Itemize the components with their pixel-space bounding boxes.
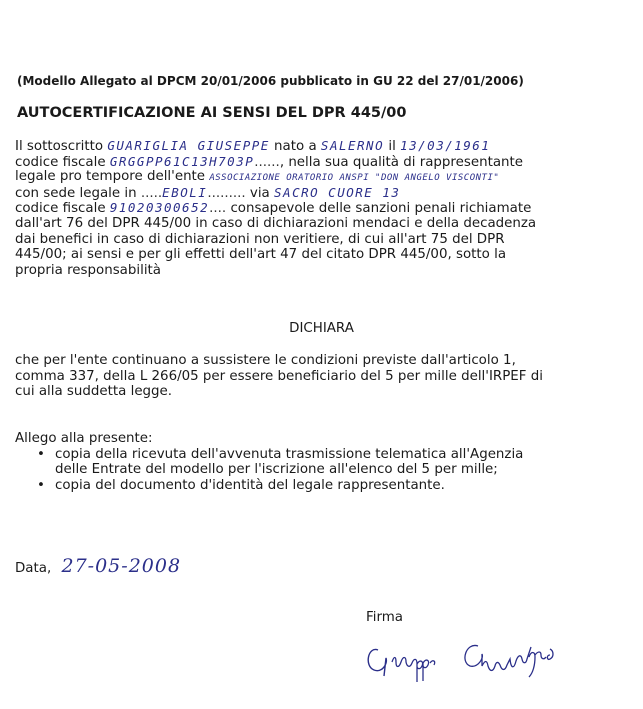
intro-line-9: propria responsabilità bbox=[15, 262, 161, 278]
intro-line-8: 445/00; ai sensi e per gli effetti dell'art 47 del citato DPR 445/00, sotto la bbox=[15, 247, 507, 263]
list-item bbox=[37, 446, 629, 478]
intro-text: nato a bbox=[274, 139, 317, 154]
header-note: (Modello Allegato al DPCM 20/01/2006 pubblicato in GU 22 del 27/01/2006) bbox=[17, 74, 524, 88]
dots: ..... bbox=[140, 185, 163, 201]
attachments-section bbox=[15, 431, 629, 493]
date-label: Data, bbox=[15, 561, 52, 576]
attachments-intro: Allego alla presente: bbox=[15, 431, 153, 446]
intro-text: legale pro tempore dell'ente bbox=[15, 169, 206, 185]
intro-line-6: dall'art 76 del DPR 445/00 in caso di dichiarazioni mendaci e della decadenza bbox=[15, 215, 537, 231]
intro-text: consapevole delle sanzioni penali richiamate bbox=[230, 201, 532, 217]
handwritten-entity: ASSOCIAZIONE ORATORIO ANSPI "DON ANGELO VISCONTI" bbox=[209, 173, 500, 184]
date-row bbox=[15, 555, 181, 577]
intro-line-4 bbox=[15, 185, 629, 201]
bullet-icon: • bbox=[37, 477, 45, 493]
intro-text: codice fiscale bbox=[15, 154, 106, 170]
attachment-1-line-1: copia della ricevuta dell'avvenuta trasmissione telematica all'Agenzia bbox=[55, 446, 524, 462]
intro-text: via bbox=[249, 185, 270, 201]
intro-line-2 bbox=[15, 154, 629, 170]
declaration-line-3: cui alla suddetta legge. bbox=[15, 384, 173, 400]
document-title: AUTOCERTIFICAZIONE AI SENSI DEL DPR 445/00 bbox=[17, 105, 407, 121]
intro-line-3 bbox=[15, 169, 629, 185]
declaration-paragraph bbox=[15, 353, 629, 400]
handwritten-birthdate: 13/03/1961 bbox=[400, 138, 491, 153]
attachments-list bbox=[15, 447, 629, 494]
intro-text: con sede legale in bbox=[15, 185, 137, 201]
intro-paragraph bbox=[15, 138, 629, 278]
dichiara-heading: DICHIARA bbox=[289, 321, 354, 336]
handwritten-name: GUARIGLIA GIUSEPPE bbox=[107, 138, 270, 153]
dots: .... bbox=[209, 201, 227, 217]
handwritten-street: SACRO CUORE 13 bbox=[274, 184, 401, 200]
list-item bbox=[37, 477, 629, 494]
bullet-icon: • bbox=[37, 446, 45, 462]
declaration-line-1: che per l'ente continuano a sussistere le condizioni previste dall'articolo 1, bbox=[15, 353, 516, 368]
intro-text: , nella sua qualità di rappresentante bbox=[279, 154, 523, 170]
handwritten-tax-code: GRGGPP61C13H703P bbox=[109, 153, 255, 169]
attachment-1-line-2: delle Entrate del modello per l'iscrizione all'elenco del 5 per mille; bbox=[55, 462, 498, 478]
dots: ...... bbox=[254, 154, 280, 170]
intro-text: codice fiscale bbox=[15, 201, 106, 217]
intro-line-5 bbox=[15, 200, 629, 216]
handwritten-date: 27-05-2008 bbox=[61, 555, 182, 577]
handwritten-signature bbox=[360, 628, 590, 688]
handwritten-birthplace: SALERNO bbox=[320, 138, 385, 153]
declaration-line-2: comma 337, della L 266/05 per essere beneficiario del 5 per mille dell'IRPEF di bbox=[15, 368, 543, 384]
intro-line-7: dai benefici in caso di dichiarazioni non veritiere, di cui all'art 75 del DPR bbox=[15, 231, 505, 247]
dots: ......... bbox=[207, 185, 246, 201]
attachment-2-line-1: copia del documento d'identità del legale rappresentante. bbox=[55, 477, 445, 493]
intro-line-1 bbox=[15, 138, 629, 154]
handwritten-city: EBOLI bbox=[162, 184, 208, 200]
firma-label: Firma bbox=[366, 610, 403, 625]
handwritten-entity-tax-code: 91020300652 bbox=[109, 200, 210, 216]
intro-text: il bbox=[388, 139, 396, 154]
intro-text: Il sottoscritto bbox=[15, 139, 104, 154]
